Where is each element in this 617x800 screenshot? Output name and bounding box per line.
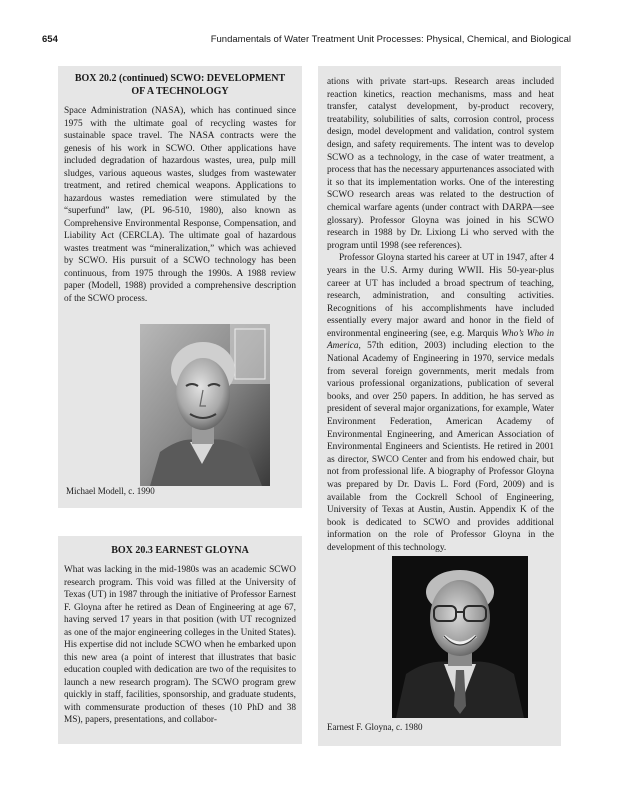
page-header bbox=[0, 34, 617, 50]
right-para-1: ations with private start-ups. Research areas included reaction kinetics, reaction mechanisms, mass and heat transfer, catalyst development, by-product recovery, treatability, solubilities of salts, corrosion control, process design, model development and validation, control system design, and safety requirements. The intent was to develop SCWO as a technology, in the case of water treatment, a process that has the necessary appurtenances associated with it so that its implementation works. One of the interesting SCWO research areas was related to the destruction of chemical warfare agents (under contract with DARPA—see glossary). Professor Gloyna was joined in his SCWO research in 1988 by Dr. Lixiong Li who served with the program until 1998 (see references). bbox=[327, 77, 554, 251]
gloyna-photo bbox=[392, 556, 528, 718]
running-title: Fundamentals of Water Treatment Unit Processes: Physical, Chemical, and Biological bbox=[210, 34, 571, 45]
right-para-2-part-b: , 57th edition, 2003) including election to the National Academy of Engineering in 1970, service medals from several foreign governments, merit medals from various professional organizations, publication of several books, and over 250 papers. In addition, he has served as president of several major organizations, for example, Water Environment Federation, American Academy of Environmental Engineering, and American Association of Environmental Engineers and Scientists. He retired in 2001 as director, SWCO Center and from his endowed chair, but not from professional life. A biography of Professor Gloyna was prepared by Dr. Davis L. Ford (Ford, 2009) and is available from the Cockrell School of Engineering, University of Texas at Austin, Austin. Appendix K of the book is dedicated to SCWO and provides additional information on the role of Professor Gloyna in the development of this technology. bbox=[327, 341, 554, 553]
whos-who-title: Who’s Who in America bbox=[327, 328, 554, 352]
modell-portrait-illustration bbox=[140, 324, 270, 486]
modell-caption: Michael Modell, c. 1990 bbox=[66, 486, 155, 496]
box-20-2-heading bbox=[64, 72, 296, 98]
gloyna-portrait-illustration bbox=[392, 556, 528, 718]
box-20-2-body: Space Administration (NASA), which has continued since 1975 with the ultimate goal of recycling wastes for sustainable space travel. The NASA contracts were the genesis of his work in SCWO. Other applications have included degradation of hazardous wastes, urea, pulp mill sludges, various aqueous wastes, sludges from wastewater treatment, and retired chemical weapons. Applications to hazardous wastes remediation were stimulated by the “superfund” law, (PL 96-510, 1980), also known as Comprehensive Environmental Response, Compensation, and Liability Act (CERCLA). The ultimate goal of hazardous wastes treatment was “mineralization,” which was achieved by SCWO. His pursuit of a SCWO technology has been continuous, from 1975 through the 1990s. A 1988 review paper (Modell, 1988) provided a comprehensive description of the SCWO process. bbox=[64, 106, 296, 304]
right-para-2 bbox=[327, 252, 554, 554]
box-20-2 bbox=[58, 66, 302, 508]
page-number: 654 bbox=[42, 34, 58, 45]
box-20-3-continued bbox=[318, 66, 561, 746]
box-20-3-body: What was lacking in the mid-1980s was an academic SCWO research program. This void was filled at the University of Texas (UT) in 1987 through the initiative of Professor Earnest F. Gloyna after he retired as Dean of Engineering at age 67, having served 17 years in that position (with UT recognized as one of the major engineering colleges in the United States). His expertise did not include SCWO when he embarked upon this new area (a point of interest that illustrates that basic education coupled with dedication are two of the requisites to launch a new research program). The SCWO program grew quickly in staff, facilities, sponsorship, and graduate students, with commensurate production of theses (10 PhD and 38 MS), papers, presentations, and collabor- bbox=[64, 565, 296, 725]
box-20-2-heading-line2: OF A TECHNOLOGY bbox=[131, 86, 229, 97]
gloyna-caption: Earnest F. Gloyna, c. 1980 bbox=[327, 722, 423, 732]
right-para-2-part-a: Professor Gloyna started his career at UT in 1947, after 4 years in the U.S. Army during WWII. His 50-year-plus career at UT has included a broad spectrum of teaching, research, administration, and consulting activities. Recognitions of his accomplishments have included essentially every major award and honor in the field of environmental engineering (see, e.g. Marquis bbox=[327, 253, 554, 339]
box-20-3 bbox=[58, 536, 302, 744]
modell-photo bbox=[140, 324, 270, 486]
box-20-3-heading: BOX 20.3 EARNEST GLOYNA bbox=[111, 545, 249, 556]
box-20-2-heading-line1: BOX 20.2 (continued) SCWO: DEVELOPMENT bbox=[74, 73, 286, 84]
